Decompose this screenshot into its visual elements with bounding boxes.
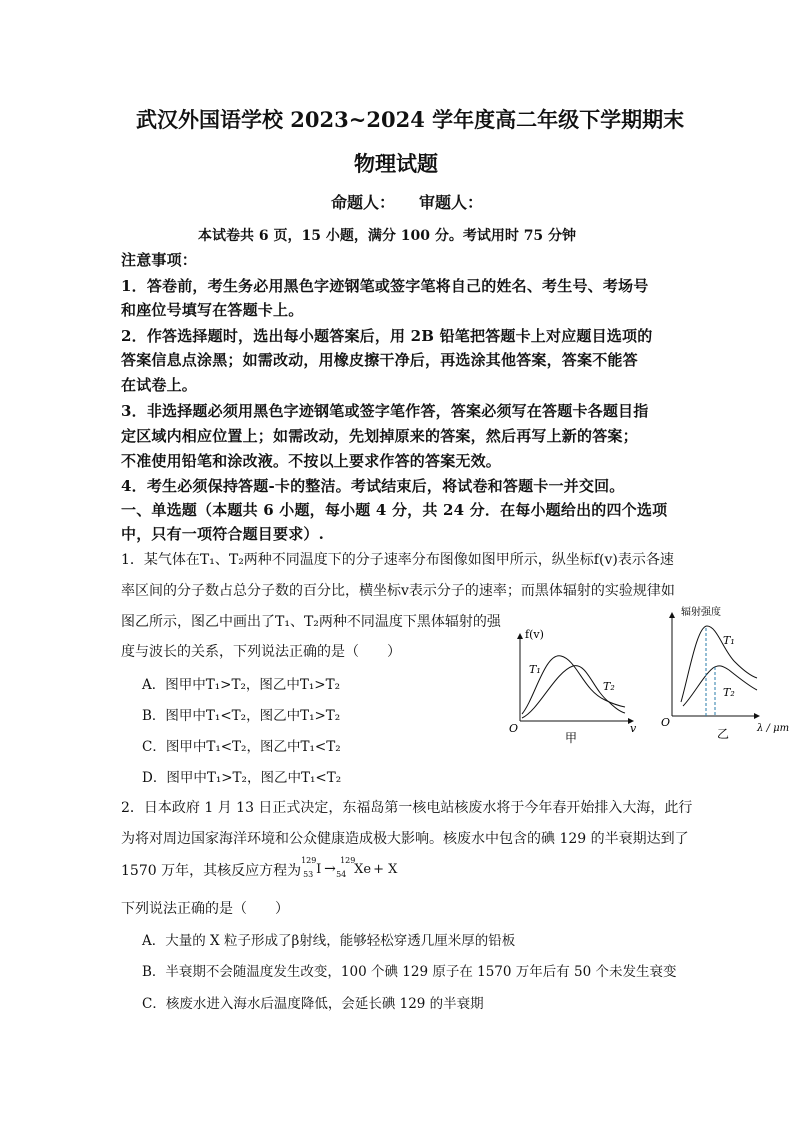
notice-item-1-line-2: 和座位号填写在答题卡上。: [121, 301, 304, 319]
figure-jia: [505, 628, 640, 746]
xenon-symbol: Xe: [354, 862, 372, 877]
equation-tail: + X: [373, 862, 398, 877]
xenon-atomic-number: 54: [336, 870, 347, 879]
exam-title: 武汉外国语学校 2023~2024 学年度高二年级下学期期末: [136, 107, 685, 132]
q1-option-c[interactable]: C．图甲中T₁<T₂，图乙中T₁<T₂: [142, 739, 341, 755]
reaction-arrow: →: [324, 861, 336, 877]
yi-t1-label: T₁: [723, 634, 735, 647]
notice-item-3-line-3: 不准使用铅笔和涂改液。不按以上要求作答的答案无效。: [121, 452, 502, 470]
jia-t1-label: T₁: [529, 663, 541, 676]
yi-origin: O: [661, 716, 671, 729]
notice-heading: 注意事项：: [121, 251, 198, 269]
jia-origin: O: [509, 722, 519, 735]
yi-caption: 乙: [717, 727, 730, 739]
yi-t2-label: T₂: [723, 686, 735, 699]
q2-stem-line-2: 为将对周边国家海洋环境和公众健康造成极大影响。核废水中包含的碘 129 的半衰期达到了: [121, 831, 689, 847]
exam-info: 本试卷共 6 页，15 小题，满分 100 分。考试用时 75 分钟: [198, 228, 577, 244]
jia-xlabel: v: [630, 722, 637, 735]
jia-ylabel: f(v): [525, 628, 544, 641]
q2-option-c[interactable]: C．核废水进入海水后温度降低，会延长碘 129 的半衰期: [142, 996, 484, 1012]
notice-item-3-line-2: 定区域内相应位置上；如需改动，先划掉原来的答案，然后再写上新的答案；: [121, 427, 638, 445]
xenon-mass-number: 129: [340, 856, 356, 865]
q2-stem-line-3: [121, 856, 401, 880]
figure-yi: [659, 604, 794, 739]
notice-item-2-line-2: 答案信息点涂黑；如需改动，用橡皮擦干净后，再选涂其他答案，答案不能答: [121, 351, 638, 369]
yi-xlabel: λ / μm: [757, 723, 790, 734]
q1-stem-line-3: 图乙所示，图乙中画出了T₁、T₂两种不同温度下黑体辐射的强: [121, 614, 501, 630]
q2-option-a[interactable]: A．大量的 X 粒子形成了β射线，能够轻松穿透几厘米厚的铅板: [142, 933, 516, 949]
section-heading-line-2: 中，只有一项符合题目要求）.: [121, 525, 325, 543]
notice-item-2-line-1: 2．作答选择题时，选出每小题答案后，用 2B 铅笔把答题卡上对应题目选项的: [121, 327, 653, 345]
yi-curve-t1: [681, 626, 757, 702]
q2-question-prompt: 下列说法正确的是（ ）: [121, 901, 289, 917]
jia-t2-label: T₂: [603, 680, 615, 693]
q1-option-d[interactable]: D．图甲中T₁>T₂，图乙中T₁<T₂: [142, 770, 342, 786]
notice-item-1-line-1: 1．答卷前，考生务必用黑色字迹钢笔或签字笔将自己的姓名、考生号、考场号: [121, 277, 649, 295]
q1-stem-line-1: 1．某气体在T₁、T₂两种不同温度下的分子速率分布图像如图甲所示，纵坐标f(v)表示各速: [121, 552, 674, 568]
iodine-mass-number: 129: [301, 856, 317, 865]
authors-line: 命题人： 审题人：: [331, 193, 484, 212]
notice-item-4-line-1: 4．考生必须保持答题-卡的整洁。考试结束后，将试卷和答题卡一并交回。: [121, 477, 625, 495]
nuclear-equation: [301, 856, 401, 880]
iodine-atomic-number: 53: [303, 870, 314, 879]
q1-option-a[interactable]: A．图甲中T₁>T₂，图乙中T₁>T₂: [142, 677, 341, 693]
section-heading-line-1: 一、单选题（本题共 6 小题，每小题 4 分，共 24 分．在每小题给出的四个选项: [121, 501, 668, 519]
q1-option-b[interactable]: B．图甲中T₁<T₂，图乙中T₁>T₂: [142, 708, 341, 724]
iodine-symbol: I: [316, 862, 322, 877]
q2-stem-line-1: 2．日本政府 1 月 13 日正式决定，东福岛第一核电站核废水将于今年春开始排入大海，此行: [121, 800, 693, 816]
notice-item-2-line-3: 在试卷上。: [121, 376, 198, 394]
q2-stem-line-3-text: 1570 万年，其核反应方程为: [121, 863, 302, 879]
q2-option-b[interactable]: B．半衰期不会随温度发生改变，100 个碘 129 原子在 1570 万年后有 50 个未发生衰变: [142, 964, 677, 980]
notice-item-3-line-1: 3．非选择题必须用黑色字迹钢笔或签字笔作答，答案必须写在答题卡各题目指: [121, 402, 649, 420]
jia-caption: 甲: [565, 731, 578, 745]
exam-subtitle: 物理试题: [354, 151, 438, 176]
q1-stem-line-4: 度与波长的关系，下列说法正确的是（ ）: [121, 644, 401, 660]
q1-stem-line-2: 率区间的分子数占总分子数的百分比，横坐标v表示分子的速率；而黑体辐射的实验规律如: [121, 583, 675, 599]
yi-ylabel: 辐射强度: [681, 607, 721, 618]
